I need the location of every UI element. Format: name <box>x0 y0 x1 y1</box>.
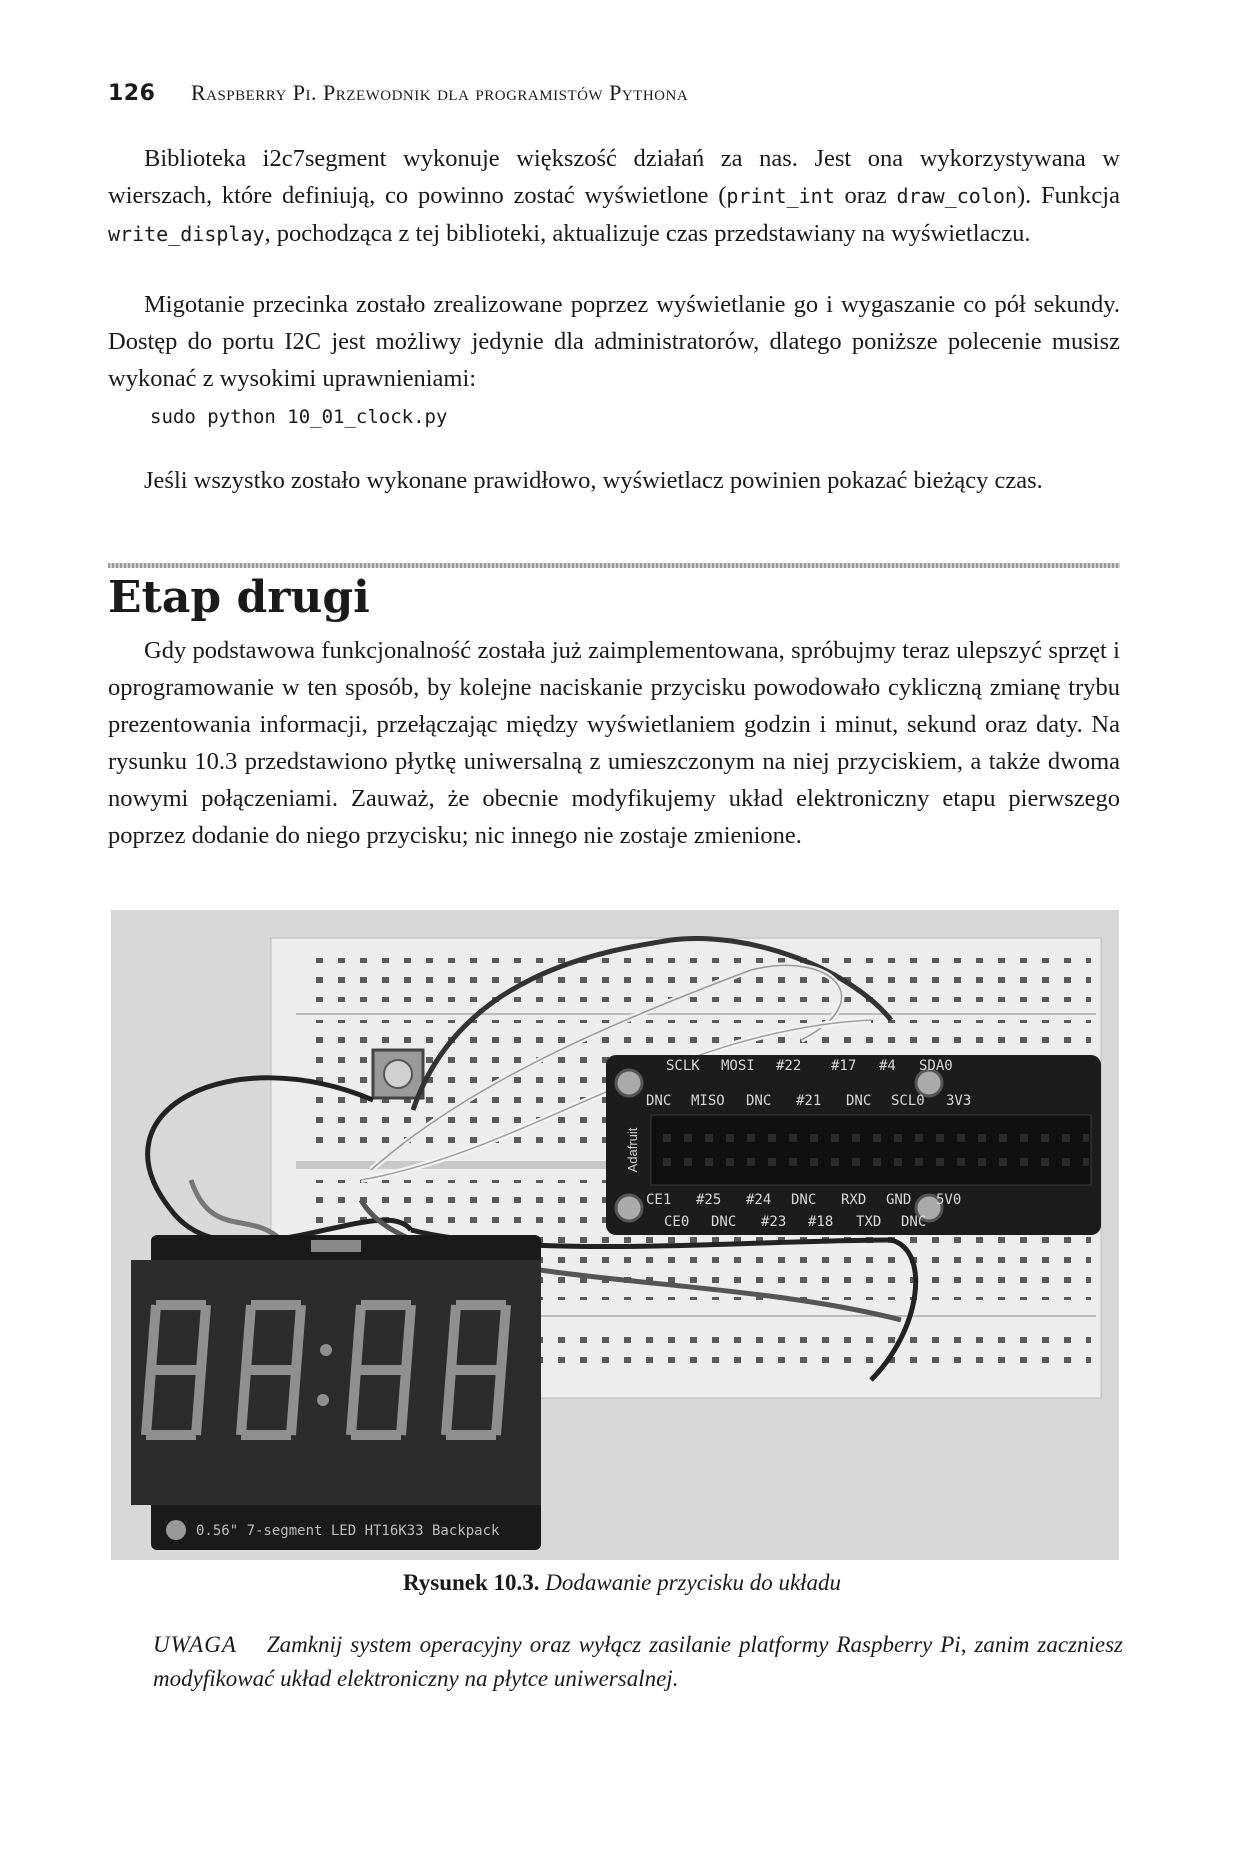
code-command: sudo python 10_01_clock.py <box>150 406 448 428</box>
svg-text:5V0: 5V0 <box>936 1192 962 1208</box>
inline-code-write-display: write_display <box>108 222 265 246</box>
svg-text:#4: #4 <box>879 1058 896 1074</box>
note-box <box>153 1628 1123 1696</box>
cobbler-vertical-label: Adafruit <box>625 1127 640 1173</box>
section-rule <box>108 563 1120 568</box>
note-text: Zamknij system operacyjny oraz wyłącz zasilanie platformy Raspberry Pi, zanim zaczniesz modyfikować układ elektroniczny na płytce uniwersalnej. <box>153 1632 1123 1691</box>
svg-text:#21: #21 <box>796 1093 822 1109</box>
svg-text:DNC: DNC <box>901 1214 927 1230</box>
svg-text:SCLK: SCLK <box>666 1058 700 1074</box>
svg-text:3V3: 3V3 <box>946 1093 972 1109</box>
paragraph-1: Biblioteka i2c7segment wykonuje większość działań za nas. Jest ona wykorzystywana w wierszach, które definiują, co powinno zostać wyświetlone (print_int oraz draw_colon). Funkcja write_display, pochodząca z tej biblioteki, aktualizuje czas przedstawiany na wyświetlaczu. <box>108 145 1120 247</box>
caption-text: Dodawanie przycisku do układu <box>545 1570 842 1595</box>
svg-text:#25: #25 <box>696 1192 722 1208</box>
svg-text:#23: #23 <box>761 1214 787 1230</box>
svg-text:RXD: RXD <box>841 1192 867 1208</box>
page-number: 126 <box>108 81 156 106</box>
svg-text:CE1: CE1 <box>646 1192 672 1208</box>
svg-text:DNC: DNC <box>791 1192 817 1208</box>
backpack-label: 0.56" 7-segment LED HT16K33 Backpack <box>196 1523 500 1539</box>
figure-caption <box>0 1570 1244 1596</box>
paragraph-3: Jeśli wszystko zostało wykonane prawidłowo, wyświetlacz powinien pokazać bieżący czas. <box>144 467 1043 494</box>
caption-label: Rysunek 10.3. <box>402 1570 540 1595</box>
section-heading: Etap drugi <box>108 572 370 623</box>
svg-text:DNC: DNC <box>746 1093 772 1109</box>
svg-text:DNC: DNC <box>846 1093 872 1109</box>
svg-text:DNC: DNC <box>711 1214 737 1230</box>
inline-code-draw-colon: draw_colon <box>896 184 1017 208</box>
svg-text:#22: #22 <box>776 1058 802 1074</box>
inline-code-print-int: print_int <box>726 184 835 208</box>
svg-text:#18: #18 <box>808 1214 834 1230</box>
breadboard-photo <box>111 910 1119 1560</box>
svg-text:#24: #24 <box>746 1192 772 1208</box>
svg-text:SCL0: SCL0 <box>891 1093 925 1109</box>
svg-text:#17: #17 <box>831 1058 857 1074</box>
svg-text:SDA0: SDA0 <box>919 1058 953 1074</box>
svg-text:GND: GND <box>886 1192 912 1208</box>
svg-text:MISO: MISO <box>691 1093 725 1109</box>
note-label: UWAGA <box>153 1632 237 1657</box>
svg-text:DNC: DNC <box>646 1093 672 1109</box>
svg-text:CE0: CE0 <box>664 1214 690 1230</box>
figure-breadboard-photo <box>111 910 1119 1560</box>
running-title: Raspberry Pi. Przewodnik dla programistów Pythona <box>190 80 689 105</box>
svg-text:TXD: TXD <box>856 1214 882 1230</box>
page-header <box>108 80 688 106</box>
paragraph-2: Migotanie przecinka zostało zrealizowane poprzez wyświetlanie go i wygaszanie co pół sekundy. Dostęp do portu I2C jest możliwy jedynie dla administratorów, dlatego poniższe polecenie musisz wykonać z wysokimi uprawnieniami: <box>108 291 1120 392</box>
paragraph-4: Gdy podstawowa funkcjonalność została już zaimplementowana, spróbujmy teraz ulepszyć sprzęt i oprogramowanie w ten sposób, by kolejne naciskanie przycisku powodowało cykliczną zmianę trybu prezentowania informacji, przełączając między wyświetlaniem godzin i minut, sekund oraz daty. Na rysunku 10.3 przedstawiono płytkę uniwersalną z umieszczonym na niej przyciskiem, a także dwoma nowymi połączeniami. Zauważ, że obecnie modyfikujemy układ elektroniczny etapu pierwszego poprzez dodanie do niego przycisku; nic innego nie zostaje zmienione. <box>108 637 1120 849</box>
svg-text:MOSI: MOSI <box>721 1058 755 1074</box>
